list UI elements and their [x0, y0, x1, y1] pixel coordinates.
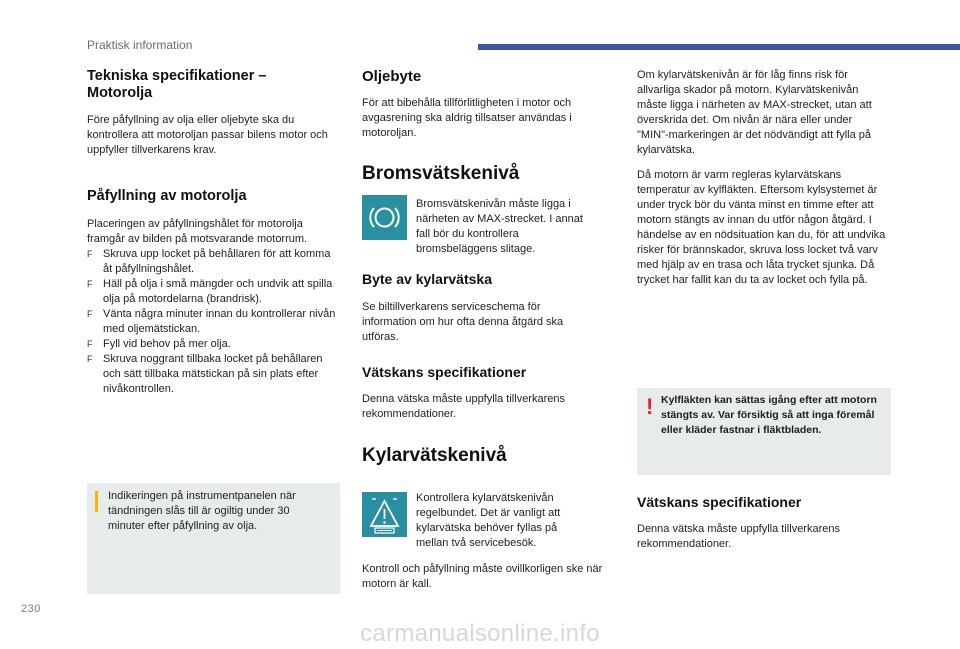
coolant-level-title: Kylarvätskenivå [362, 445, 507, 466]
info-note-text: Indikeringen på instrumentpanelen när tändningen slås till är ogiltig under 30 minuter efter påfyllning av olja. [108, 490, 296, 532]
fluid-spec-text: Denna vätska måste uppfylla tillverkarens rekommendationer. [362, 393, 565, 420]
column-engine-oil [87, 68, 337, 397]
page-number: 230 [21, 603, 41, 615]
warning-note-text: Kylfläkten kan sättas igång efter att motorn stängts av. Var försiktig så att inga föremål eller kläder fastnar i fläktbladen. [661, 394, 877, 436]
warning-note-box [637, 388, 891, 475]
list-item: F Häll på olja i små mängder och undvik att spilla olja på motordelarna (brandrisk). [87, 278, 333, 305]
list-item: F Skruva upp locket på behållaren för att komma åt påfyllningshålet. [87, 248, 331, 275]
bullet-icon: F [87, 354, 93, 364]
coolant-spec-text: Denna vätska måste uppfylla tillverkarens rekommendationer. [637, 523, 840, 550]
coolant-level-text: Kontrollera kylarvätskenivån regelbundet. Det är vanligt att kylarvätska behöver fyllas på mellan två servicebesök. [416, 492, 561, 549]
list-item: F Skruva noggrant tillbaka locket på behållaren och sätt tillbaka mätstickan på sin plats efter nivåkontrollen. [87, 353, 323, 395]
coolant-hot-engine-text: Då motorn är varm regleras kylarvätskans temperatur av kylfläkten. Eftersom kylsystemet är under tryck bör du vänta minst en timme efter att motorn stängts av innan du utför någon åtgärd. I händelse av en nödsituation kan du, för att undvika risker för brännskador, skruva loss locket två varv med hjälp av en trasa och låta trycket sjunka. Då trycket har fallit kan du ta av locket och fylla på. [637, 169, 886, 286]
coolant-spec-block [637, 494, 891, 552]
coolant-change-title: Byte av kylarvätska [362, 271, 492, 287]
brake-warning-icon [362, 195, 407, 240]
coolant-footer-text: Kontroll och påfyllning måste ovillkorligen ske när motorn är kall. [362, 563, 603, 590]
bullet-icon: F [87, 249, 93, 259]
bullet-icon: F [87, 339, 93, 349]
watermark: carmanualsonline.info [360, 620, 600, 647]
coolant-warning-icon [362, 492, 407, 537]
section-title: Praktisk information [87, 38, 193, 52]
list-item: F Vänta några minuter innan du kontrollerar nivån med oljemätstickan. [87, 308, 336, 335]
coolant-low-level-text: Om kylarvätskenivån är för låg finns risk för allvarliga skador på motorn. Kylarvätskenivån måste ligga i närheten av MAX-strecket, utan att överskrida det. Om nivån är nära eller under "MIN"-markeringen är det nödvändigt att fylla på kylarvätska. [637, 69, 872, 156]
coolant-spec-title: Vätskans specifikationer [637, 494, 802, 510]
oil-change-text: För att bibehålla tillförlitligheten i motor och avgasrening ska aldrig tillsatser användas i motoroljan. [362, 97, 572, 139]
column-coolant-details [637, 68, 891, 288]
fluid-spec-title: Vätskans specifikationer [362, 364, 527, 380]
list-item: F Fyll vid behov på mer olja. [87, 338, 231, 350]
oil-fill-text: Placeringen av påfyllningshålet för motorolja framgår av bilden på motsvarande motorrum. [87, 218, 308, 245]
oil-fill-steps [87, 247, 337, 397]
info-icon [95, 491, 98, 512]
bullet-icon: F [87, 279, 93, 289]
engine-oil-intro: Före påfyllning av olja eller oljebyte ska du kontrollera att motoroljan passar bilens motor och uppfyller tillverkarens krav. [87, 114, 328, 156]
brake-fluid-text: Bromsvätskenivån måste ligga i närheten av MAX-strecket. I annat fall bör du kontrollera bromsbeläggens slitage. [416, 198, 583, 255]
info-note-box [87, 483, 340, 594]
warning-exclamation-icon: ! [646, 394, 654, 419]
engine-oil-spec-title: Tekniska specifikationer – Motorolja [87, 68, 267, 101]
header-accent-bar [478, 44, 960, 50]
brake-fluid-title: Bromsvätskenivå [362, 163, 520, 184]
oil-fill-title: Påfyllning av motorolja [87, 188, 247, 204]
bullet-icon: F [87, 309, 93, 319]
coolant-change-text: Se biltillverkarens serviceschema för information om hur ofta denna åtgärd ska utföras. [362, 301, 564, 343]
oil-change-title: Oljebyte [362, 68, 422, 85]
